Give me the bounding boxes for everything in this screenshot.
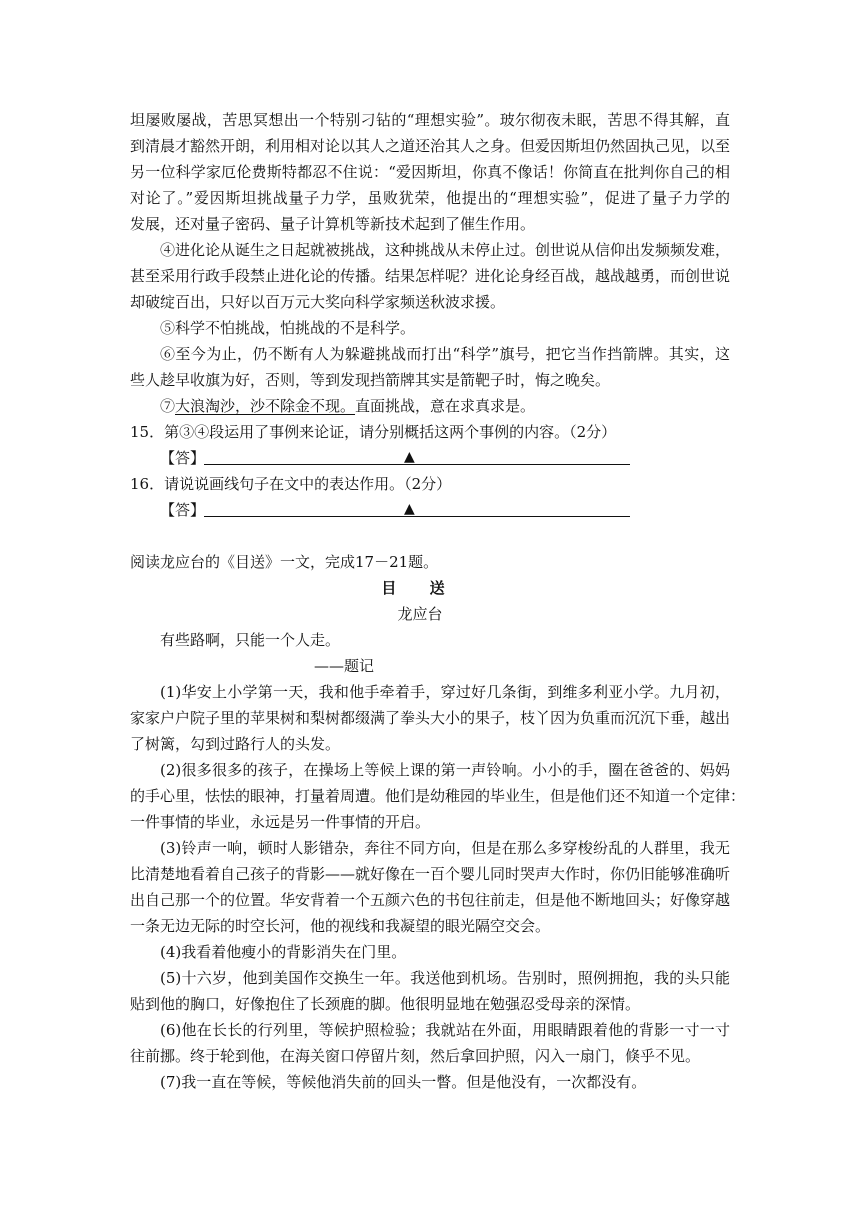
text-line: ⑥至今为止，仍不断有人为躲避挑战而打出“科学”旗号，把它当作挡箭牌。其实，这 bbox=[160, 345, 730, 363]
underlined-sentence: 大浪淘沙，沙不除金不现。 bbox=[175, 397, 356, 415]
text-line: ⑤科学不怕挑战，怕挑战的不是科学。 bbox=[160, 319, 416, 337]
text-line: ④进化论从诞生之日起就被挑战，这种挑战从未停止过。创世说从信仰出发频频发难， bbox=[160, 241, 731, 259]
article-line: (3)铃声一响，顿时人影错杂，奔往不同方向，但是在那么多穿梭纷乱的人群里，我无 bbox=[160, 839, 730, 857]
epigraph: 有些路啊，只能一个人走。 bbox=[160, 631, 341, 649]
article-line: 出自己那一个的位置。华安背着一个五颜六色的书包往前走，但是他不断地回头；好像穿越 bbox=[130, 891, 731, 909]
answer-label-15: 【答】 bbox=[160, 449, 206, 467]
article-line: 了树篱，勾到过路行人的头发。 bbox=[130, 735, 341, 753]
text-line: 发展，还对量子密码、量子计算机等新技术起到了催生作用。 bbox=[130, 215, 536, 233]
para7-line bbox=[160, 396, 730, 416]
epigraph-attribution: ——题记 bbox=[314, 657, 375, 675]
triangle-marker-icon: ▲ bbox=[404, 449, 415, 465]
triangle-marker-icon: ▲ bbox=[404, 501, 415, 517]
article-line: 一条无边无际的时空长河，他的视线和我凝望的眼光隔空交会。 bbox=[130, 917, 551, 935]
question-15: 15．第③④段运用了事例来论证，请分别概括这两个事例的内容。（2分） bbox=[130, 423, 617, 441]
article-author: 龙应台 bbox=[397, 605, 443, 623]
article-line: 一件事情的毕业，永远是另一件事情的开启。 bbox=[130, 813, 431, 831]
article-line: 比清楚地看着自己孩子的背影——就好像在一百个婴儿同时哭声大作时，你仍旧能够准确听 bbox=[130, 865, 731, 883]
text-line: 些人趁早收旗为好，否则，等到发现挡箭牌其实是箭靶子时，悔之晚矣。 bbox=[130, 371, 611, 389]
reading-intro: 阅读龙应台的《目送》一文，完成17－21题。 bbox=[130, 553, 439, 571]
para7-prefix: ⑦ bbox=[160, 397, 176, 415]
text-line: 甚至采用行政手段禁止进化论的传播。结果怎样呢？进化论身经百战，越战越勇，而创世说 bbox=[130, 267, 731, 285]
article-title: 目 送 bbox=[381, 579, 459, 597]
article-line: (4)我看着他瘦小的背影消失在门里。 bbox=[160, 943, 407, 961]
article-line: (1)华安上小学第一天，我和他手牵着手，穿过好几条街，到维多利亚小学。九月初， bbox=[160, 683, 730, 701]
answer-line-15[interactable] bbox=[204, 464, 630, 465]
question-16: 16．请说说画线句子在文中的表达作用。（2分） bbox=[130, 475, 452, 493]
article-line: 贴到他的胸口，好像抱住了长颈鹿的脚。他很明显地在勉强忍受母亲的深情。 bbox=[130, 995, 641, 1013]
para7-rest: 直面挑战，意在求真求是。 bbox=[355, 397, 536, 415]
text-line: 另一位科学家厄伦费斯特都忍不住说：“爱因斯坦，你真不像话！你简直在批判你自己的相 bbox=[130, 163, 730, 181]
article-line: (7)我一直在等候，等候他消失前的回头一瞥。但是他没有，一次都没有。 bbox=[160, 1073, 647, 1091]
text-line: 坦屡败屡战，苦思冥想出一个特别刁钻的“理想实验”。玻尔彻夜未眠，苦思不得其解，直 bbox=[130, 111, 730, 129]
text-line: 对论了。”爱因斯坦挑战量子力学，虽败犹荣，他提出的“理想实验”，促进了量子力学的 bbox=[130, 189, 730, 207]
article-line: 往前挪。终于轮到他，在海关窗口停留片刻，然后拿回护照，闪入一扇门，倏乎不见。 bbox=[130, 1047, 701, 1065]
article-line: (5)十六岁，他到美国作交换生一年。我送他到机场。告别时，照例拥抱，我的头只能 bbox=[160, 969, 730, 987]
text-line: 却破绽百出，只好以百万元大奖向科学家频送秋波求援。 bbox=[130, 293, 506, 311]
answer-line-16[interactable] bbox=[204, 516, 630, 517]
text-line: 到清晨才豁然开朗，利用相对论以其人之道还治其人之身。但爱因斯坦仍然固执己见，以至 bbox=[130, 137, 731, 155]
answer-label-16: 【答】 bbox=[160, 501, 206, 519]
article-line: (2)很多很多的孩子，在操场上等候上课的第一声铃响。小小的手，圈在爸爸的、妈妈 bbox=[160, 761, 730, 779]
article-line: 家家户户院子里的苹果树和梨树都缀满了拳头大小的果子，枝丫因为负重而沉沉下垂，越出 bbox=[130, 709, 731, 727]
article-line: 的手心里，怯怯的眼神，打量着周遭。他们是幼稚园的毕业生，但是他们还不知道一个定律： bbox=[130, 787, 746, 805]
article-line: (6)他在长长的行列里，等候护照检验；我就站在外面，用眼睛跟着他的背影一寸一寸 bbox=[160, 1021, 730, 1039]
